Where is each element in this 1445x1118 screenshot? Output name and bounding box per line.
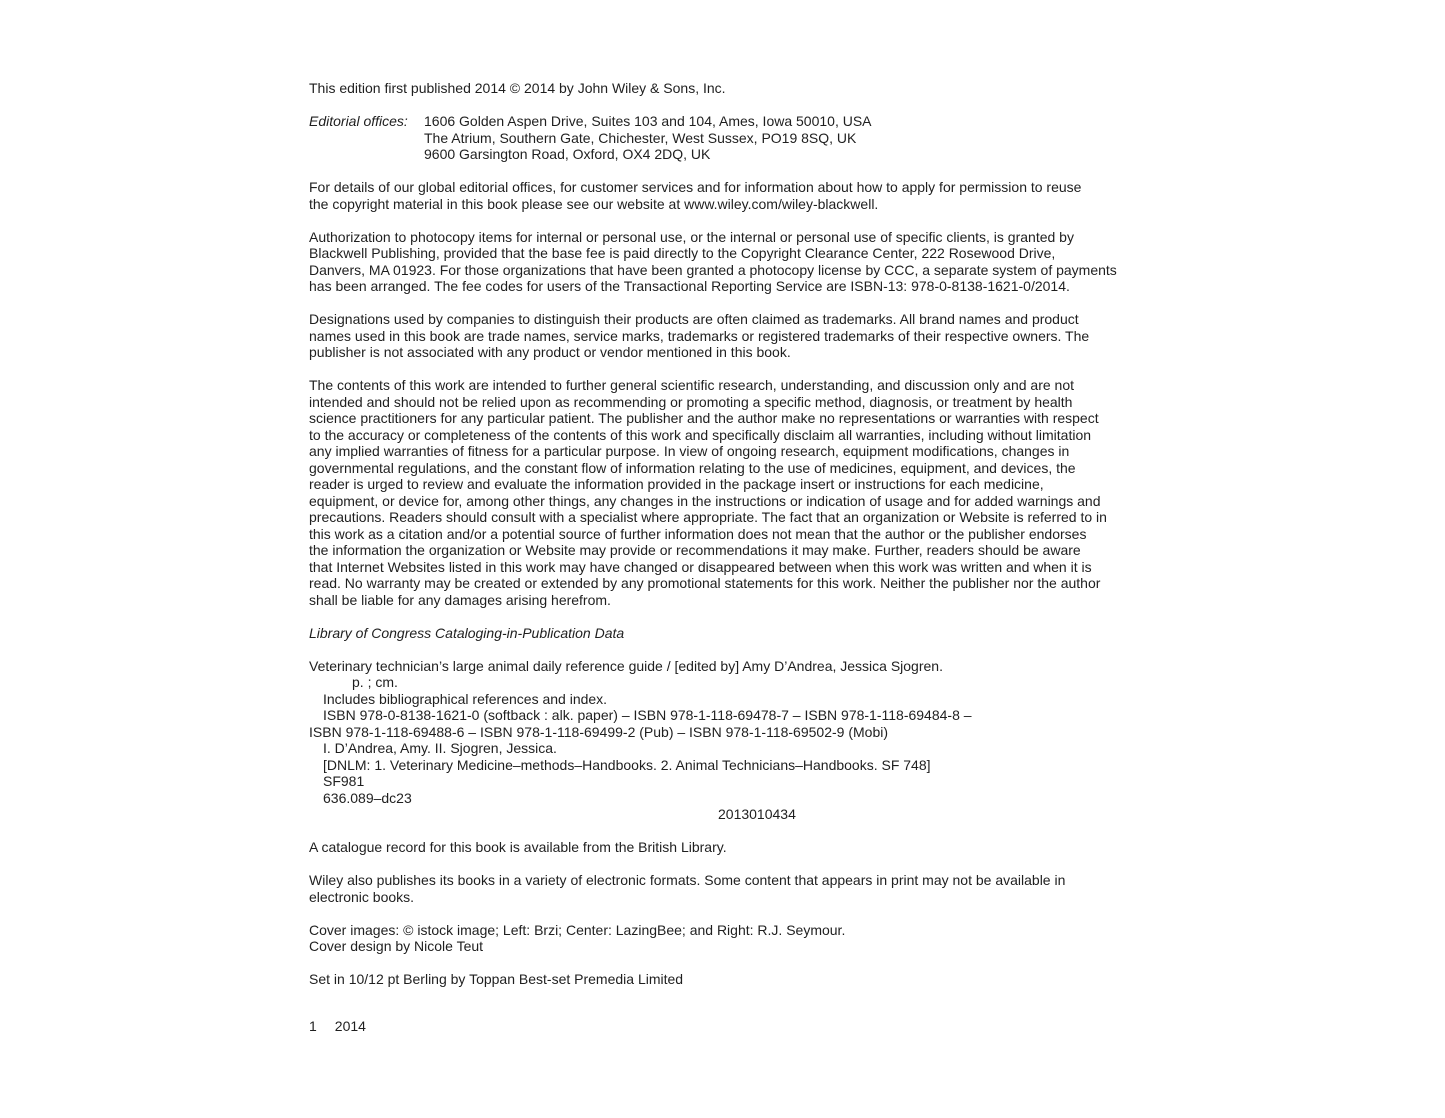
text-line: equipment, or device for, among other things, any changes in the instructions or indication of usage and for added warnings and <box>309 492 1101 509</box>
cip-isbn-line: ISBN 978-0-8138-1621-0 (softback : alk. paper) – ISBN 978-1-118-69478-7 – ISBN 978-1-118-69484-8 – <box>323 707 972 723</box>
print-line <box>309 1018 384 1035</box>
text-line: the information the organization or Website may provide or recommendations it may make. Further, readers should be aware <box>309 542 1081 558</box>
editorial-offices <box>309 113 1144 163</box>
text-line: shall be liable for any damages arising herefrom. <box>309 591 611 608</box>
cover-images-line: Cover images: © istock image; Left: Brzi; Center: LazingBee; and Right: R.J. Seymour. <box>309 921 846 938</box>
text-line: intended and should not be relied upon as recommending or promoting a specific method, diagnosis, or treatment by health <box>309 393 1073 410</box>
print-year: 2014 <box>334 1018 366 1034</box>
cip-heading: Library of Congress Cataloging-in-Publication Data <box>309 624 625 641</box>
editorial-offices-label: Editorial offices: <box>309 113 408 129</box>
cip-class-line: SF981 <box>323 773 365 789</box>
text-line: electronic books. <box>309 888 415 905</box>
disclaimer-paragraph <box>309 377 1144 608</box>
designations-paragraph <box>309 311 1144 361</box>
text-line: that Internet Websites listed in this work may have changed or disappeared between when this work was written and when it is <box>309 558 1092 575</box>
text-line: names used in this book are trade names, service marks, trademarks or registered trademarks of their respective owners. The <box>309 327 1090 344</box>
cip-title-line: Veterinary technician’s large animal daily reference guide / [edited by] Amy D’Andrea, Jessica Sjogren. <box>309 657 943 674</box>
text-line: governmental regulations, and the constant flow of information relating to the use of medicines, equipment, and devices, the <box>309 459 1076 476</box>
british-library-line: A catalogue record for this book is available from the British Library. <box>309 839 727 855</box>
cover-design-line: Cover design by Nicole Teut <box>309 938 484 954</box>
text-line: Blackwell Publishing, provided that the base fee is paid directly to the Copyright Clearance Center, 222 Rosewood Drive, <box>309 245 1056 261</box>
cip-pages-line: p. ; cm. <box>352 674 398 690</box>
typeset-line: Set in 10/12 pt Berling by Toppan Best-set Premedia Limited <box>309 971 684 987</box>
text-line: The contents of this work are intended to further general scientific research, understanding, and discussion only and are not <box>309 377 1075 393</box>
editorial-address: 1606 Golden Aspen Drive, Suites 103 and 104, Ames, Iowa 50010, USA <box>424 113 872 129</box>
text-line: publisher is not associated with any product or vendor mentioned in this book. <box>309 344 791 360</box>
print-number: 1 <box>309 1018 317 1034</box>
authorization-paragraph <box>309 229 1144 295</box>
cip-dewey-line: 636.089–dc23 <box>323 789 412 806</box>
text-line: For details of our global editorial offices, for customer services and for information about how to apply for permission to reuse <box>309 179 1082 195</box>
editorial-addresses <box>424 113 872 163</box>
text-line: any implied warranties of fitness for a particular purpose. In view of ongoing research, equipment modifications, changes in <box>309 443 1070 459</box>
text-line: this work as a citation and/or a potential source of further information does not mean that the author or the publisher endorses <box>309 525 1087 542</box>
cip-record <box>309 658 1144 823</box>
text-line: to the accuracy or completeness of the contents of this work and specifically disclaim all warranties, including without limitation <box>309 426 1092 443</box>
cip-includes-line: Includes bibliographical references and index. <box>323 690 608 707</box>
text-line: reader is urged to review and evaluate the information provided in the package insert or instructions for each medicine, <box>309 476 1044 492</box>
text-line: precautions. Readers should consult with a specialist where appropriate. The fact that an organization or Website is referred to in <box>309 509 1107 525</box>
text-line: Danvers, MA 01923. For those organizations that have been granted a photocopy license by CCC, a separate system of payments <box>309 261 1117 278</box>
cip-lccn: 2013010434 <box>718 806 796 822</box>
cip-isbn-line: ISBN 978-1-118-69488-6 – ISBN 978-1-118-69499-2 (Pub) – ISBN 978-1-118-69502-9 (Mobi) <box>309 723 888 740</box>
cip-dnlm-line: [DNLM: 1. Veterinary Medicine–methods–Handbooks. 2. Animal Technicians–Handbooks. SF 748] <box>323 756 931 773</box>
editorial-address: 9600 Garsington Road, Oxford, OX4 2DQ, UK <box>424 146 711 162</box>
copyright-page <box>309 80 1144 988</box>
text-line: Wiley also publishes its books in a variety of electronic formats. Some content that appears in print may not be available in <box>309 872 1066 888</box>
cover-credits <box>309 922 1144 955</box>
electronic-formats-paragraph <box>309 872 1144 905</box>
editorial-address: The Atrium, Southern Gate, Chichester, West Sussex, PO19 8SQ, UK <box>424 129 857 146</box>
text-line: the copyright material in this book please see our website at www.wiley.com/wiley-blackwell. <box>309 195 879 212</box>
global-offices-paragraph <box>309 179 1144 212</box>
text-line: science practitioners for any particular patient. The publisher and the author make no representations or warranties with respect <box>309 410 1099 426</box>
text-line: Authorization to photocopy items for internal or personal use, or the internal or personal use of specific clients, is granted by <box>309 228 1074 245</box>
text-line: read. No warranty may be created or extended by any promotional statements for this work. Neither the publisher nor the author <box>309 575 1101 591</box>
first-published-line: This edition first published 2014 © 2014 by John Wiley & Sons, Inc. <box>309 80 726 96</box>
cip-authors-line: I. D’Andrea, Amy. II. Sjogren, Jessica. <box>323 740 557 756</box>
text-line: has been arranged. The fee codes for users of the Transactional Reporting Service are ISBN-13: 978-0-8138-1621-0/2014. <box>309 278 1070 294</box>
text-line: Designations used by companies to distinguish their products are often claimed as trademarks. All brand names and product <box>309 311 1079 327</box>
